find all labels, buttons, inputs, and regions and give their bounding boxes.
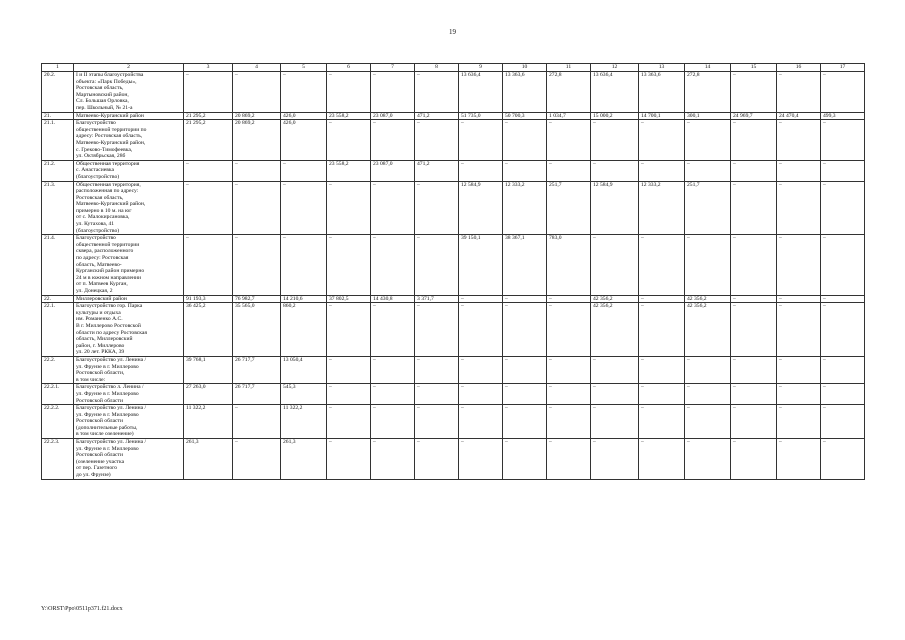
value-cell: – [459,356,503,383]
value-cell: – [415,181,459,235]
value-cell: 23 558,2 [327,160,371,181]
value-cell: – [233,405,281,439]
value-cell: – [547,439,591,480]
value-cell: 42 356,2 [591,295,639,303]
value-cell: – [591,356,639,383]
value-cell: 426,0 [281,112,327,120]
row-number-cell: 22.2.2. [42,405,74,439]
page-number: 19 [449,28,456,36]
value-cell: 35 565,0 [233,303,281,357]
value-cell: – [327,356,371,383]
value-cell: 545,3 [281,384,327,405]
value-cell: – [547,384,591,405]
value-cell: – [233,160,281,181]
value-cell: – [503,120,547,161]
value-cell: – [371,439,415,480]
value-cell: 13 050,4 [281,356,327,383]
row-name-cell: Благоустройство ул. Ленина / ул. Фрунзе в г. Миллерово Ростовской области (дополнительные работы, в том числе озеленение) [74,405,184,439]
value-cell: – [184,72,233,113]
value-cell: 21 295,2 [184,120,233,161]
value-cell: 12 333,2 [503,181,547,235]
value-cell: – [821,235,865,295]
column-number-cell: 9 [459,64,503,72]
value-cell: 14 430,8 [371,295,415,303]
value-cell: – [777,384,821,405]
value-cell: – [503,384,547,405]
value-cell: – [281,72,327,113]
value-cell: – [327,303,371,357]
column-number-cell: 5 [281,64,327,72]
value-cell: – [415,384,459,405]
column-number-cell: 3 [184,64,233,72]
value-cell: 51 735,0 [459,112,503,120]
value-cell: – [821,160,865,181]
value-cell: 50 700,3 [503,112,547,120]
value-cell: 261,3 [281,439,327,480]
budget-table [41,63,865,480]
table-row [42,72,865,113]
value-cell: – [184,181,233,235]
value-cell: 23 087,0 [371,160,415,181]
value-cell: – [503,356,547,383]
value-cell: – [503,303,547,357]
value-cell: – [639,235,685,295]
value-cell: – [459,303,503,357]
value-cell: – [503,295,547,303]
row-number-cell: 22. [42,295,74,303]
value-cell: 38 367,1 [503,235,547,295]
value-cell: – [547,120,591,161]
value-cell: 21 295,2 [184,112,233,120]
value-cell: – [459,295,503,303]
row-number-cell: 22.2.3. [42,439,74,480]
value-cell: 37 802,5 [327,295,371,303]
column-number-cell: 14 [685,64,731,72]
value-cell: – [459,120,503,161]
value-cell: – [547,295,591,303]
value-cell: 426,0 [281,120,327,161]
column-number-cell: 1 [42,64,74,72]
value-cell: – [685,160,731,181]
row-name-cell: Благоустройство ул. Ленина / ул. Фрунзе в г. Миллерово Ростовской области, в том числе: [74,356,184,383]
value-cell: – [327,181,371,235]
row-number-cell: 21.3. [42,181,74,235]
value-cell: 11 322,2 [184,405,233,439]
row-name-cell: Матвеево-Курганский район [74,112,184,120]
value-cell: 20 869,2 [233,120,281,161]
row-name-cell: Благоустройство общественной территории по адресу: Ростовская область, Матвеево-Курганский район, с. Греково-Тимофеевка, ул. Октябрьская, 28б [74,120,184,161]
value-cell: 42 356,2 [685,295,731,303]
value-cell: 39 768,1 [184,356,233,383]
value-cell: – [371,405,415,439]
value-cell: 251,7 [547,181,591,235]
value-cell: – [731,181,777,235]
value-cell: 24 969,7 [731,112,777,120]
value-cell: – [591,384,639,405]
value-cell: – [503,160,547,181]
value-cell: – [327,439,371,480]
column-number-cell: 4 [233,64,281,72]
value-cell: – [821,303,865,357]
row-name-cell: Общественная территория, расположенная по адресу: Ростовская область, Матвеево-Курганский район, примерно в 10 м. на юг от с. Малокирсановка, ул. Кутахова, 41 (благоустройство) [74,181,184,235]
value-cell: – [731,72,777,113]
value-cell: – [639,356,685,383]
value-cell: – [547,356,591,383]
value-cell: – [459,160,503,181]
value-cell: – [371,356,415,383]
column-number-cell: 12 [591,64,639,72]
value-cell: 20 869,2 [233,112,281,120]
value-cell: – [184,235,233,295]
table-row [42,405,865,439]
value-cell: – [821,384,865,405]
value-cell: – [233,235,281,295]
value-cell: 13 363,6 [639,72,685,113]
column-number-cell: 7 [371,64,415,72]
value-cell: – [685,235,731,295]
value-cell: – [327,235,371,295]
column-number-cell: 2 [74,64,184,72]
value-cell: 14 700,1 [639,112,685,120]
value-cell: 783,0 [547,235,591,295]
value-cell: 3 371,7 [415,295,459,303]
value-cell: – [821,439,865,480]
value-cell: 36 425,2 [184,303,233,357]
value-cell: – [591,160,639,181]
value-cell: 272,8 [547,72,591,113]
value-cell: – [415,356,459,383]
table-row [42,356,865,383]
value-cell: – [685,120,731,161]
column-number-cell: 11 [547,64,591,72]
value-cell: – [233,439,281,480]
value-cell: – [327,72,371,113]
value-cell: – [777,235,821,295]
row-number-cell: 22.2.1. [42,384,74,405]
value-cell: – [731,405,777,439]
row-name-cell: Миллеровский район [74,295,184,303]
value-cell: 42 356,2 [591,303,639,357]
value-cell: – [591,439,639,480]
value-cell: 11 322,2 [281,405,327,439]
column-number-cell: 8 [415,64,459,72]
table-row [42,384,865,405]
column-number-cell: 17 [821,64,865,72]
value-cell: – [459,405,503,439]
row-name-cell: Благоустройство л. Ленина / ул. Фрунзе в г. Миллерово Ростовской области [74,384,184,405]
value-cell: 23 558,2 [327,112,371,120]
value-cell: 14 210,6 [281,295,327,303]
value-cell: – [731,120,777,161]
value-cell: – [415,120,459,161]
table-row [42,112,865,120]
value-cell: – [415,235,459,295]
value-cell: – [503,405,547,439]
value-cell: – [415,439,459,480]
table-row [42,120,865,161]
value-cell: 261,3 [184,439,233,480]
value-cell: – [459,384,503,405]
value-cell: – [685,405,731,439]
value-cell: – [639,384,685,405]
value-cell: 24 470,4 [777,112,821,120]
value-cell: – [591,405,639,439]
value-cell: – [731,356,777,383]
value-cell: 471,2 [415,112,459,120]
column-number-cell: 16 [777,64,821,72]
value-cell: 13 363,6 [503,72,547,113]
value-cell: – [777,160,821,181]
value-cell: – [591,235,639,295]
value-cell: – [685,356,731,383]
value-cell: – [639,160,685,181]
value-cell: 13 636,4 [591,72,639,113]
row-number-cell: 20.2. [42,72,74,113]
value-cell: 15 000,2 [591,112,639,120]
table-row [42,439,865,480]
row-number-cell: 22.1. [42,303,74,357]
value-cell: 272,8 [685,72,731,113]
value-cell: – [821,356,865,383]
row-name-cell: Благоустройство гор. Парка культуры и отдыха им. Романенко А.С. В г. Миллерово Ростовской области по адресу Ростовская область, Миллеровский район, г. Миллерово ул. 20 лет. РККА, 39 [74,303,184,357]
value-cell: – [821,120,865,161]
table-row [42,181,865,235]
value-cell: 499,3 [821,112,865,120]
value-cell: – [639,439,685,480]
value-cell: 23 087,0 [371,112,415,120]
value-cell: 1 034,7 [547,112,591,120]
value-cell: – [685,439,731,480]
value-cell: 471,2 [415,160,459,181]
row-number-cell: 22.2. [42,356,74,383]
value-cell: – [777,120,821,161]
value-cell: – [777,181,821,235]
value-cell: 12 584,9 [591,181,639,235]
value-cell: – [777,405,821,439]
value-cell: – [547,303,591,357]
row-number-cell: 21.4. [42,235,74,295]
table-row [42,235,865,295]
value-cell: – [415,303,459,357]
value-cell: – [821,295,865,303]
value-cell: – [777,303,821,357]
value-cell: 13 636,4 [459,72,503,113]
value-cell: – [591,120,639,161]
value-cell: – [731,160,777,181]
value-cell: – [777,356,821,383]
value-cell: – [731,384,777,405]
value-cell: 91 193,3 [184,295,233,303]
value-cell: – [639,120,685,161]
value-cell: – [459,439,503,480]
value-cell: – [639,303,685,357]
value-cell: 12 584,9 [459,181,503,235]
value-cell: – [639,405,685,439]
value-cell: 42 356,2 [685,303,731,357]
value-cell: – [371,120,415,161]
value-cell: 26 717,7 [233,384,281,405]
value-cell: – [327,405,371,439]
value-cell: – [639,295,685,303]
value-cell: 251,7 [685,181,731,235]
row-name-cell: Благоустройство общественной территории сквера, расположенного по адресу: Ростовская область, Матвеево- Курганский район примерно 24 м в южном направлении от п. Матвеев Курган, ул. Донецкая, 2 [74,235,184,295]
value-cell: 39 150,1 [459,235,503,295]
value-cell: – [233,72,281,113]
value-cell: – [233,181,281,235]
row-number-cell: 21.2. [42,160,74,181]
value-cell: – [281,181,327,235]
value-cell: 76 982,7 [233,295,281,303]
value-cell: – [281,160,327,181]
value-cell: – [547,160,591,181]
value-cell: – [821,72,865,113]
value-cell: 12 333,2 [639,181,685,235]
value-cell: – [547,405,591,439]
value-cell: – [821,181,865,235]
value-cell: – [184,160,233,181]
column-number-cell: 6 [327,64,371,72]
table-row [42,295,865,303]
value-cell: – [503,439,547,480]
value-cell: – [327,120,371,161]
file-path-footer: Y:\ORST\Ppo\0511p371.f21.docx [41,606,123,612]
value-cell: – [777,72,821,113]
column-number-row [42,64,865,72]
row-name-cell: Общественная территория с. Анастасиевка (благоустройство) [74,160,184,181]
table-row [42,160,865,181]
value-cell: – [371,384,415,405]
value-cell: – [731,303,777,357]
value-cell: – [371,235,415,295]
table-row [42,303,865,357]
value-cell: – [415,72,459,113]
value-cell: – [731,295,777,303]
column-number-cell: 15 [731,64,777,72]
value-cell: – [821,405,865,439]
row-number-cell: 21. [42,112,74,120]
value-cell: – [777,439,821,480]
value-cell: – [415,405,459,439]
value-cell: 26 717,7 [233,356,281,383]
value-cell: 27 263,0 [184,384,233,405]
value-cell: – [327,384,371,405]
value-cell: – [685,384,731,405]
value-cell: – [371,181,415,235]
value-cell: – [731,439,777,480]
value-cell: – [731,235,777,295]
value-cell: 300,1 [685,112,731,120]
value-cell: – [371,303,415,357]
value-cell: – [281,235,327,295]
row-name-cell: I и II этапы благоустройства объекта: «Парк Победы», Ростовская область, Мартыновский район, Сл. Большая Орловка, пер. Школьный, № 21-а [74,72,184,113]
value-cell: – [371,72,415,113]
column-number-cell: 10 [503,64,547,72]
column-number-cell: 13 [639,64,685,72]
row-name-cell: Благоустройство ул. Ленина / ул. Фрунзе в г. Миллерово Ростовской области (озеленение участка от пер. Газетного до ул. Фрунзе) [74,439,184,480]
value-cell: 860,2 [281,303,327,357]
row-number-cell: 21.1. [42,120,74,161]
value-cell: – [777,295,821,303]
